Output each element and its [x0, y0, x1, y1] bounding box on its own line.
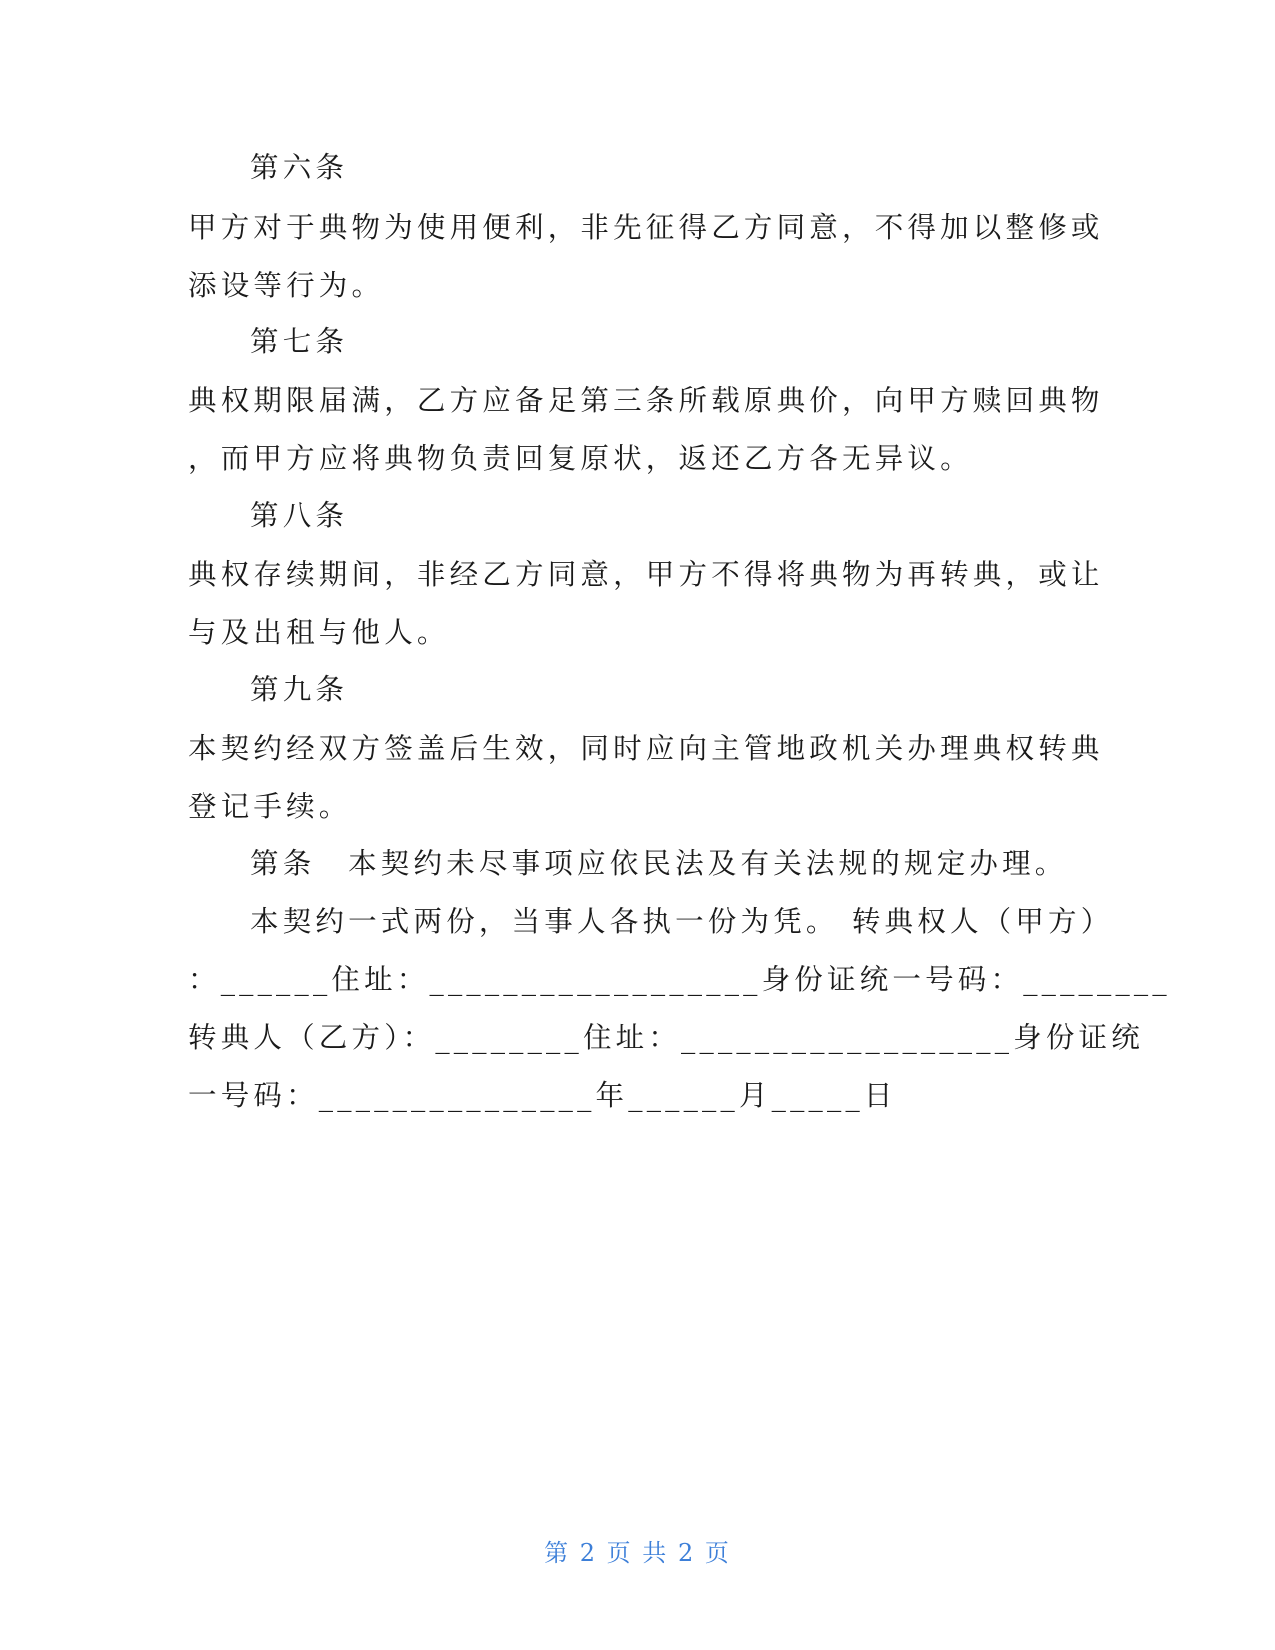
- article-7-text-line-1: 典权期限届满，乙方应备足第三条所载原典价，向甲方赎回典物: [188, 384, 1104, 417]
- article-6-heading: 第六条: [250, 151, 349, 184]
- article-9-text-line-2: 登记手续。: [188, 790, 352, 823]
- article-6-text-line-2: 添设等行为。: [188, 269, 385, 302]
- copies-statement: 本契约一式两份，当事人各执一份为凭。 转典权人（甲方）: [250, 905, 1114, 938]
- article-6-text-line-1: 甲方对于典物为使用便利，非先征得乙方同意，不得加以整修或: [188, 211, 1104, 244]
- article-7-heading: 第七条: [250, 325, 349, 358]
- article-10-text: 第条 本契约未尽事项应依民法及有关法规的规定办理。: [250, 847, 1068, 880]
- article-7-text-line-2: ，而甲方应将典物负责回复原状，返还乙方各无异议。: [188, 442, 973, 475]
- page-footer: 第 2 页 共 2 页: [544, 1539, 731, 1567]
- date-line: 一号码：_______________年______月_____日: [188, 1079, 897, 1112]
- article-9-text-line-1: 本契约经双方签盖后生效，同时应向主管地政机关办理典权转典: [188, 732, 1104, 765]
- article-8-heading: 第八条: [250, 499, 349, 532]
- article-9-heading: 第九条: [250, 673, 349, 706]
- article-8-text-line-2: 与及出租与他人。: [188, 616, 450, 649]
- party-a-signature-line: ：______住址：__________________身份证统一号码：________: [188, 963, 1171, 996]
- party-b-signature-line: 转典人（乙方）：________住址：__________________身份证统: [188, 1021, 1144, 1054]
- article-8-text-line-1: 典权存续期间，非经乙方同意，甲方不得将典物为再转典，或让: [188, 558, 1104, 591]
